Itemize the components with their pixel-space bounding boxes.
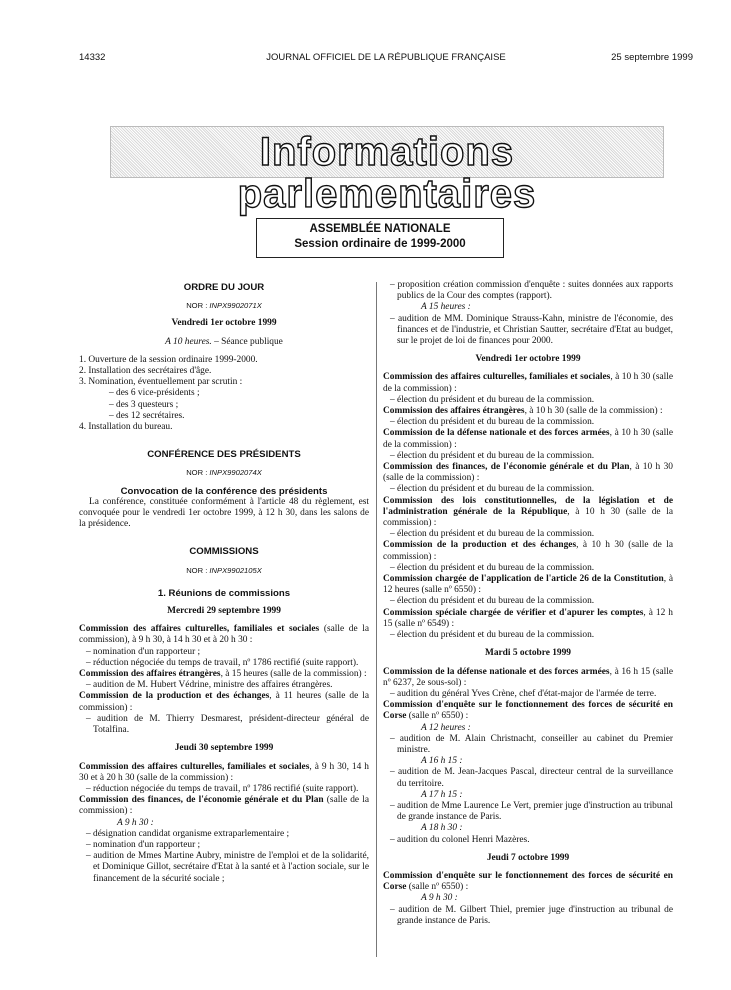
agenda-item: – audition de M. Thierry Desmarest, président-directeur général de Totalfina. [86,713,369,736]
page-header [79,52,693,66]
agenda-item: – élection du président et du bureau de la commission. [390,484,595,495]
time-line: A 9 h 30 : [421,893,458,904]
assembly-box [256,218,504,258]
reunions-title: 1. Réunions de commissions [157,587,291,599]
agenda-item: – audition du général Yves Crène, chef d'état-major de l'armée de terre. [390,688,657,699]
commission-entry: Commission des finances, de l'économie générale et du Plan, à 10 h 30 (salle de la commission) : [383,462,673,484]
commission-entry: Commission des affaires culturelles, familiales et sociales (salle de la commission), à 9 h 30, à 14 h 30 et à 20 h 30 : [79,624,369,646]
friday-commissions [383,372,673,641]
day-heading: Jeudi 7 octobre 1999 [486,852,570,863]
ordre-title: ORDRE DU JOUR [183,282,265,293]
agenda-item: – audition de M. Gilbert Thiel, premier juge d'instruction au tribunal de grande instance de Paris. [390,904,673,926]
commission-entry: Commission de la défense nationale et des forces armées, à 16 h 15 (salle nº 6237, 2e sous-sol) : [383,666,673,688]
day-heading: Vendredi 1er octobre 1999 [475,354,581,365]
ordre-day: Vendredi 1er octobre 1999 [171,318,277,329]
ordre-nor: NOR : INPX9902071X [186,301,262,311]
agenda-item: – nomination d'un rapporteur ; [86,646,201,657]
commission-entry: Commission d'enquête sur le fonctionnement des forces de sécurité en Corse (salle nº 6550) : [383,870,673,893]
commission-entry: Commission spéciale chargée de vérifier et d'apurer les comptes, à 12 h 15 (salle nº 6549) : [383,607,673,629]
agenda-item: – élection du président et du bureau de la commission. [390,450,595,461]
column-divider [376,282,377,957]
agenda-item: – réduction négociée du temps de travail, nº 1786 rectifié (suite rapport). [86,783,359,794]
section-banner [110,126,664,216]
day-heading: Mercredi 29 septembre 1999 [167,606,281,617]
commission-entry: Commission chargée de l'application de l'article 26 de la Constitution, à 12 heures (salle nº 6550) : [383,574,673,596]
ordre-item: 3. Nomination, éventuellement par scrutin : [79,377,243,388]
time-line: A 16 h 15 : [421,756,463,767]
page-number: 14332 [79,52,106,63]
banner-title: Informations parlementaires [237,130,537,216]
ordre-item: 2. Installation des secrétaires d'âge. [79,366,212,377]
commission-entry: Commission de la production et des échanges, à 11 heures (salle de la commission) : [79,691,369,713]
agenda-item: – nomination d'un rapporteur ; [86,839,201,850]
commission-entry: Commission des finances, de l'économie générale et du Plan (salle de la commission) : [79,795,369,817]
agenda-item: – audition de M. Alain Christnacht, conseiller au cabinet du Premier ministre. [390,733,673,755]
time-line: A 18 h 30 : [421,823,463,834]
commission-entry: Commission des affaires étrangères, à 15 heures (salle de la commission) : [79,669,367,680]
time-line: A 15 heures : [421,302,471,313]
agenda-item: – élection du président et du bureau de la commission. [390,529,595,540]
agenda-item: – élection du président et du bureau de la commission. [390,562,595,573]
commission-entry: Commission des lois constitutionnelles, de la législation et de l'administration générale de la République, à 10 h 30 (salle de la commission) : [383,495,674,529]
commission-entry: Commission d'enquête sur le fonctionnement des forces de sécurité en Corse (salle nº 6550) : [383,700,673,722]
right-column [383,280,673,927]
conference-text: La conférence, constituée conformément à l'article 48 du règlement, est convoquée pour le vendredi 1er octobre 1999, à 12 h 30, dans les salons de la présidence. [79,496,369,530]
session-title: Session ordinaire de 1999-2000 [294,238,466,250]
ordre-subitem: – des 3 questeurs ; [109,399,179,410]
assembly-title: ASSEMBLÉE NATIONALE [309,223,451,235]
agenda-item: – réduction négociée du temps de travail, nº 1786 rectifié (suite rapport). [86,657,359,668]
ordre-subitem: – des 12 secrétaires. [109,410,185,421]
commission-entry: Commission des affaires culturelles, familiales et sociales, à 10 h 30 (salle de la commission) : [383,372,673,394]
time-line: A 9 h 30 : [117,817,154,828]
agenda-item: – élection du président et du bureau de la commission. [390,394,595,405]
ordre-item: 1. Ouverture de la session ordinaire 1999-2000. [79,354,258,365]
commissions-nor: NOR : INPX9902105X [186,565,262,575]
day-heading: Mardi 5 octobre 1999 [484,648,571,659]
commission-entry: Commission de la production et des échanges, à 10 h 30 (salle de la commission) : [383,540,673,562]
agenda-item: – proposition création commission d'enquête : suites données aux rapports publics de la Cour des comptes (rapport). [390,280,673,302]
agenda-item: – audition de Mme Laurence Le Vert, premier juge d'instruction au tribunal de grande instance de Paris. [390,800,673,823]
left-column [79,282,369,885]
agenda-item: – élection du président et du bureau de la commission. [390,417,595,428]
ordre-item: 4. Installation du bureau. [79,422,173,433]
journal-title: JOURNAL OFFICIEL DE LA RÉPUBLIQUE FRANÇAISE [266,52,506,63]
agenda-item: – audition de M. Jean-Jacques Pascal, directeur central de la surveillance du territoire. [390,767,673,789]
agenda-item: – élection du président et du bureau de la commission. [390,630,595,641]
time-line: A 12 heures : [421,722,471,733]
commission-entry: Commission des affaires culturelles, familiales et sociales, à 9 h 30, 14 h 30 et à 20 h 30 (salle de la commission) : [79,761,369,783]
agenda-item: – audition de Mmes Martine Aubry, ministre de l'emploi et de la solidarité, et Dominique Gillot, secrétaire d'Etat à la santé et à l'action sociale, sur le financement de la sécurité sociale ; [86,851,369,884]
commissions-title: COMMISSIONS [189,546,259,558]
time-line: A 17 h 15 : [421,789,463,800]
conference-title: CONFÉRENCE DES PRÉSIDENTS [147,449,301,461]
conference-nor: NOR : INPX9902074X [186,468,262,478]
commission-entry: Commission des affaires étrangères, à 10 h 30 (salle de la commission) : [383,406,663,417]
conference-subtitle: Convocation de la conférence des présidents [120,485,328,497]
agenda-item: – audition de M. Hubert Védrine, ministre des affaires étrangères. [86,680,333,691]
agenda-item: – élection du président et du bureau de la commission. [390,596,595,607]
agenda-item: – audition de MM. Dominique Strauss-Kahn, ministre de l'économie, des finances et de l'industrie, et Christian Sautter, secrétaire d'Etat au budget, sur le projet de loi de finances pour 2000. [390,313,673,347]
commission-entry: Commission de la défense nationale et des forces armées, à 10 h 30 (salle de la commission) : [383,428,673,450]
issue-date: 25 septembre 1999 [611,52,693,63]
ordre-seance: A 10 heures. – Séance publique [165,336,283,347]
agenda-item: – désignation candidat organisme extraparlementaire ; [86,828,290,839]
ordre-subitem: – des 6 vice-présidents ; [109,388,200,399]
agenda-item: – audition du colonel Henri Mazères. [390,834,530,845]
day-heading: Jeudi 30 septembre 1999 [174,743,274,754]
